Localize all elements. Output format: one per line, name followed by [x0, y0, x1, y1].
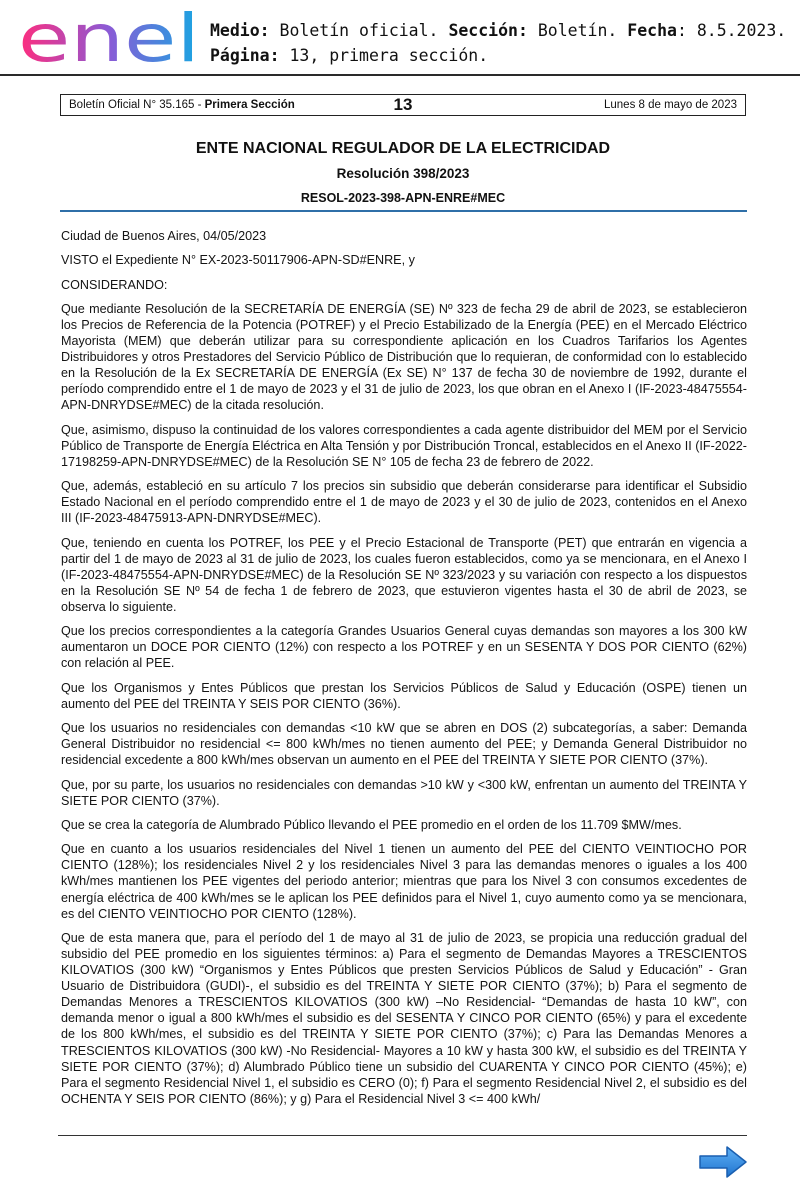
- meta-line-1: [210, 18, 790, 43]
- paragraph-place-date: Ciudad de Buenos Aires, 04/05/2023: [61, 229, 267, 243]
- paragraph-visto: VISTO el Expediente N° EX-2023-50117906-APN-SD#ENRE, y: [61, 253, 415, 268]
- seccion-label: Sección:: [448, 21, 528, 40]
- fecha-label: Fecha: [627, 21, 677, 40]
- bulletin-date: Lunes 8 de mayo de 2023: [604, 99, 737, 111]
- press-meta: [210, 18, 790, 68]
- enel-logo-wordmark: enel: [18, 6, 200, 68]
- paragraph: Que mediante Resolución de la SECRETARÍA DE ENERGÍA (SE) Nº 323 de fecha 29 de abril de 2023, se establecieron los Precios de Referencia de la Potencia (POTREF) y el Precio Estabilizado de la Energía (PEE) en el Mercado Eléctrico Mayorista (MEM) que deberán utilizar para su correspondiente aplicación en los Cuadros Tarifarios los Agentes Distribuidores y otros Prestadores del Servicio Público de Distribución que lo requieran, de conformidad con lo establecido en la Resolución de la Ex SECRETARÍA DE ENERGÍA (Ex SE) N° 137 de fecha 30 de noviembre de 1992, durante el período comprendido entre el 1 de mayo de 2023 y el 31 de julio de 2023, los que obran en el Anexo I (IF-2023-48475554-APN-DNRYDSE#MEC) de la citada resolución.: [61, 301, 747, 413]
- fecha-value: : 8.5.2023.: [676, 21, 787, 40]
- pagina-value: 13, primera sección.: [289, 46, 489, 65]
- document-body: [61, 228, 747, 1115]
- paragraph: Que, teniendo en cuenta los POTREF, los PEE y el Precio Estacional de Transporte (PET) que entrarán en vigencia a partir del 1 de mayo de 2023 al 31 de julio de 2023, los cuales fueron establecidos, como ya se mencionara, en el Anexo I (IF-2023-48475554-APN-DNRYDSE#MEC) de la Resolución SE Nº 323/2023 y su variación con respecto a los dispuestos en la Resolución SE Nº 54 de fecha 1 de febrero de 2023, que estuvieron vigentes hasta el 30 de abril de 2023, se observa lo siguiente.: [61, 535, 747, 614]
- paragraph: Que, además, estableció en su artículo 7 los precios sin subsidio que deberán considerarse para identificar el Subsidio Estado Nacional en el período comprendido entre el 1 de mayo de 2023 y el 30 de julio de 2023, contenidos en el Anexo III (IF-2023-48475913-APN-DNRYDSE#MEC).: [61, 479, 747, 526]
- paragraph: Que de esta manera que, para el período del 1 de mayo al 31 de julio de 2023, se propicia una reducción gradual del subsidio del PEE promedio en los siguientes términos: a) Para el segmento de Demandas Mayores a TRESCIENTOS KILOVATIOS (300 kW) “Organismos y Entes Públicos que presten Servicios Públicos de Salud y Educación” - Gran Usuario de Distribuidora (GUDI)-, el subsidio es del TREINTA Y SIETE POR CIENTO (37%); b) Para el segmento de Demandas Menores a TRESCIENTOS KILOVATIOS (300 kW) –No Residencial- “Demandas de hasta 10 kW”, con demanda menor o igual a 800 kWh/mes el subsidio es del SESENTA Y CINCO POR CIENTO (65%) y para el excedente de los 800 kWh/mes, el subsidio es del TREINTA Y SIETE POR CIENTO (37%); c) Para las Demandas Menores a TRESCIENTOS KILOVATIOS (300 kW) -No Residencial- Mayores a 10 kW y hasta 300 kW, el subsidio es del TREINTA Y SIETE POR CIENTO (37%); d) Alumbrado Público tiene un subsidio del CUARENTA Y CINCO POR CIENTO (45%); e) Para el segmento Residencial Nivel 1, el subsidio es CERO (0); f) Para el segmento Residencial Nivel 2, el subsidio es del OCHENTA Y SEIS POR CIENTO (86%); y g) Para el Residencial Nivel 3 <= 400 kWh/: [61, 930, 747, 1106]
- footer-divider: [58, 1135, 747, 1136]
- paragraph: Que en cuanto a los usuarios residenciales del Nivel 1 tienen un aumento del PEE del CIENTO VEINTIOCHO POR CIENTO (128%); los residenciales Nivel 2 y los residenciales Nivel 3 para las demandas menores o iguales a los 400 kWh/mes mantienen los PEE vigentes del periodo anterior; mientras que para los Nivel 3 con consumos excedentes de energía eléctrica de 400 kWh/mes se le aplican los PEE definidos para el Nivel 1, cuyo aumento como ya se mencionara, es del CIENTO VEINTIOCHO POR CIENTO (128%).: [61, 842, 747, 921]
- medio-label: Medio:: [210, 21, 270, 40]
- resolution-code: RESOL-2023-398-APN-ENRE#MEC: [300, 191, 506, 205]
- meta-line-2: [210, 43, 790, 68]
- enel-logo: [18, 6, 204, 68]
- right-arrow-icon[interactable]: [697, 1145, 749, 1179]
- medio-value: Boletín oficial.: [279, 21, 439, 40]
- paragraph: Que, por su parte, los usuarios no residenciales con demandas >10 kW y <300 kW, enfrentan un aumento del TREINTA Y SIETE POR CIENTO (37%).: [61, 777, 747, 808]
- paragraph: Que los precios correspondientes a la categoría Grandes Usuarios General cuyas demandas son mayores a los 300 kW aumentaron un DOCE POR CIENTO (12%) con respecto a los POTREF y en un SESENTA Y DOS POR CIENTO (62%) con relación al PEE.: [61, 624, 747, 671]
- paragraph: Que se crea la categoría de Alumbrado Público llevando el PEE promedio en el orden de los 11.709 $MW/mes.: [61, 817, 682, 832]
- bulletin-section: Primera Sección: [204, 99, 295, 111]
- header-divider: [0, 74, 800, 76]
- seccion-value: Boletín.: [537, 21, 618, 40]
- paragraph-considerando: CONSIDERANDO:: [61, 277, 168, 292]
- pagina-label: Página:: [210, 46, 280, 65]
- bulletin-issue: [69, 99, 295, 111]
- entity-title: ENTE NACIONAL REGULADOR DE LA ELECTRICIDAD: [195, 140, 611, 157]
- resolution-title: Resolución 398/2023: [336, 166, 470, 181]
- paragraph: Que los usuarios no residenciales con demandas <10 kW que se abren en DOS (2) subcategorías, a saber: Demanda General Distribuidor no residencial <= 800 kWh/mes no tienen aumento del PEE; y Demanda General Distribuidor no residencial excedente a 800 kWh/mes observan un aumento en el PEE del TREINTA Y SIETE POR CIENTO (37%).: [61, 721, 747, 768]
- bulletin-page-number: 13: [393, 95, 413, 114]
- paragraph: Que, asimismo, dispuso la continuidad de los valores correspondientes a cada agente distribuidor del MEM por el Servicio Público de Transporte de Energía Eléctrica en Alta Tensión y por Distribución Troncal, establecidos en el Anexo II (IF-2022-17198259-APN-DNRYDSE#MEC) de la Resolución SE N° 105 de fecha 23 de febrero de 2022.: [61, 422, 747, 469]
- title-divider: [60, 210, 747, 212]
- paragraph: Que los Organismos y Entes Públicos que prestan los Servicios Públicos de Salud y Educación (OSPE) tienen un aumento del PEE del TREINTA Y SEIS POR CIENTO (36%).: [61, 680, 747, 711]
- bulletin-issue-number: Boletín Oficial N° 35.165 -: [69, 99, 205, 111]
- bulletin-header: [60, 94, 746, 116]
